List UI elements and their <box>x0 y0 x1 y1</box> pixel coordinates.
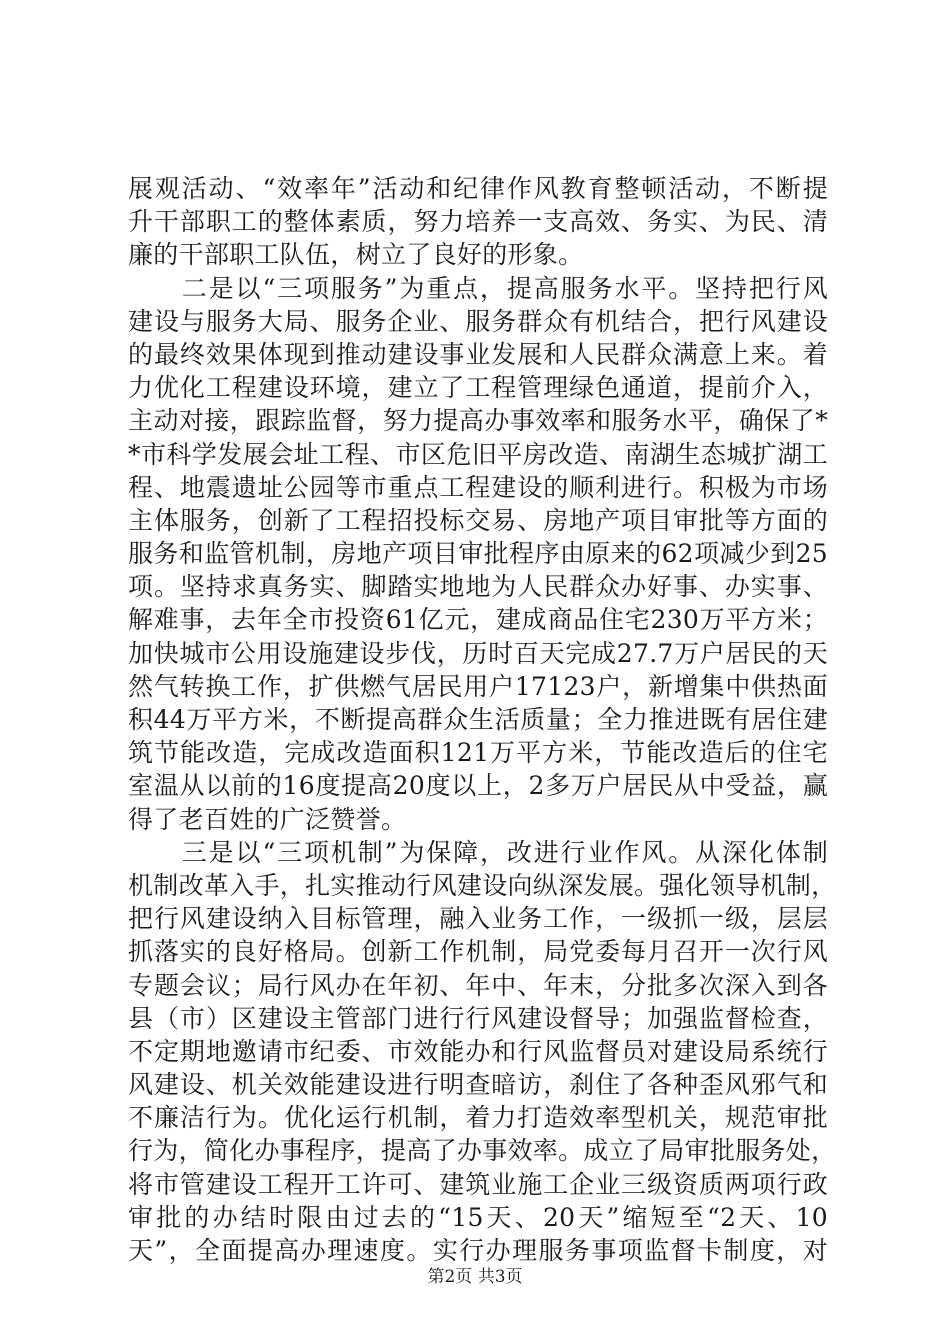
text-line: 机制改革入手，扎实推动行风建设向纵深发展。强化领导机制， <box>128 870 837 900</box>
text-line: 二是以“三项服务”为重点，提高服务水平。坚持把行风 <box>128 273 828 303</box>
text-line: 行为，简化办事程序，提高了办事效率。成立了局审批服务处， <box>128 1136 837 1166</box>
text-line: 风建设、机关效能建设进行明查暗访，刹住了各种歪风邪气和 <box>128 1070 828 1100</box>
text-line: 抓落实的良好格局。创新工作机制，局党委每月召开一次行风 <box>128 937 828 967</box>
text-line: 加快城市公用设施建设步伐，历时百天完成27.7万户居民的天 <box>128 638 828 668</box>
text-line: 建设与服务大局、服务企业、服务群众有机结合，把行风建设 <box>128 306 828 336</box>
text-line: 不廉洁行为。优化运行机制，着力打造效率型机关，规范审批 <box>128 1103 828 1133</box>
text-line: 审批的办结时限由过去的“15天、20天”缩短至“2天、10 <box>128 1202 828 1232</box>
text-line: 将市管建设工程开工许可、建筑业施工企业三级资质两项行政 <box>128 1169 828 1199</box>
text-line: 把行风建设纳入目标管理，融入业务工作，一级抓一级，层层 <box>128 904 828 934</box>
text-line: 不定期地邀请市纪委、市效能办和行风监督员对建设局系统行 <box>128 1036 828 1066</box>
text-line: 程、地震遗址公园等市重点工程建设的顺利进行。积极为市场 <box>128 472 828 502</box>
text-line: 的最终效果体现到推动建设事业发展和人民群众满意上来。着 <box>128 339 828 369</box>
text-line: 得了老百姓的广泛赞誉。 <box>128 804 407 834</box>
text-line: 廉的干部职工队伍，树立了良好的形象。 <box>128 240 584 270</box>
text-line: 室温从以前的16度提高20度以上，2多万户居民从中受益，赢 <box>128 771 828 801</box>
text-line: 然气转换工作，扩供燃气居民用户17123户，新增集中供热面 <box>128 671 828 701</box>
text-line: 筑节能改造，完成改造面积121万平方米，节能改造后的住宅 <box>128 738 828 768</box>
text-line: 主体服务，创新了工程招投标交易、房地产项目审批等方面的 <box>128 505 828 535</box>
text-line: 专题会议；局行风办在年初、年中、年末，分批多次深入到各 <box>128 970 828 1000</box>
text-line: 积44万平方米，不断提高群众生活质量；全力推进既有居住建 <box>128 705 828 734</box>
document-body <box>128 172 837 1267</box>
text-line: 升干部职工的整体素质，努力培养一支高效、务实、为民、清 <box>128 207 828 237</box>
text-line: 天”，全面提高办理速度。实行办理服务事项监督卡制度，对 <box>128 1236 828 1265</box>
page-footer: 第2页 共3页 <box>427 1267 523 1287</box>
text-line: 力优化工程建设环境，建立了工程管理绿色通道，提前介入， <box>128 373 828 403</box>
text-line: *市科学发展会址工程、市区危旧平房改造、南湖生态城扩湖工 <box>128 439 828 469</box>
text-line: 展观活动、“效率年”活动和纪律作风教育整顿活动，不断提 <box>128 174 828 203</box>
text-line: 服务和监管机制，房地产项目审批程序由原来的62项减少到25 <box>128 539 828 569</box>
text-line: 主动对接，跟踪监督，努力提高办事效率和服务水平，确保了* <box>128 406 828 436</box>
text-line: 县（市）区建设主管部门进行行风建设督导；加强监督检查， <box>128 1003 828 1033</box>
text-line: 项。坚持求真务实、脚踏实地地为人民群众办好事、办实事、 <box>128 572 828 602</box>
text-line: 解难事，去年全市投资61亿元，建成商品住宅230万平方米； <box>128 605 828 635</box>
text-line: 三是以“三项机制”为保障，改进行业作风。从深化体制 <box>128 837 828 867</box>
